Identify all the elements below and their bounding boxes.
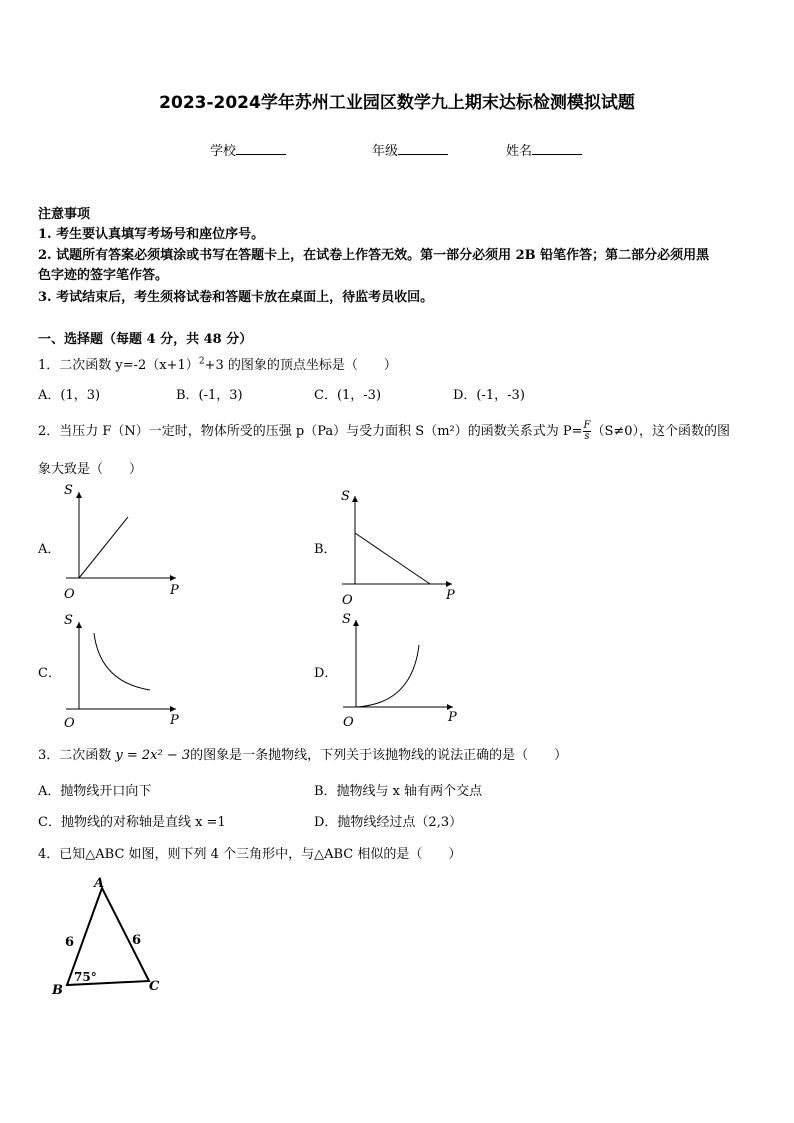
y-axis-label: S	[64, 613, 73, 628]
origin-label: O	[342, 593, 353, 608]
section-heading: 一、选择题（每题 4 分，共 48 分）	[38, 332, 253, 347]
question-2-stem-cont: 象大致是（ ）	[38, 462, 143, 477]
side-ab-label: 6	[65, 935, 75, 950]
x-axis-label: P	[448, 710, 457, 725]
x-axis-label: P	[446, 588, 455, 603]
vertex-c-label: C	[149, 979, 160, 994]
x-axis-label: P	[170, 713, 179, 728]
q3-option-d[interactable]: D．抛物线经过点（2,3）	[314, 815, 463, 830]
angle-b-label: 75°	[74, 970, 97, 984]
q2-option-d[interactable]: D．	[314, 666, 338, 681]
q3-option-c[interactable]: C．抛物线的对称轴是直线 x =1	[38, 815, 226, 830]
notice-heading: 注意事项	[38, 207, 91, 222]
q1-option-d[interactable]: D．(-1，-3)	[453, 388, 525, 403]
notice-item: 2. 试题所有答案必须填涂或书写在答题卡上，在试卷上作答无效。第一部分必须用 2B 铅笔作答；第二部分必须用黑	[38, 248, 710, 263]
q2-option-b[interactable]: B．	[314, 542, 337, 557]
notice-item: 3. 考试结束后，考生须将试卷和答题卡放在桌面上，待监考员收回。	[38, 290, 434, 305]
y-axis-label: S	[64, 483, 73, 498]
origin-label: O	[343, 715, 354, 730]
q1-option-b[interactable]: B．(-1，3)	[176, 388, 243, 403]
y-axis-label: S	[341, 489, 350, 504]
q2-option-c[interactable]: C．	[38, 666, 61, 681]
origin-label: O	[64, 587, 75, 602]
q2-option-a[interactable]: A．	[38, 542, 61, 557]
q3-expression: y = 2x² − 3	[115, 748, 191, 763]
page-title: 2023-2024学年苏州工业园区数学九上期末达标检测模拟试题	[159, 93, 635, 113]
fraction-f-over-s: $\frac{F}{s}$	[583, 420, 591, 442]
notice-item: 色字迹的签字笔作答。	[38, 268, 169, 283]
y-axis-label: S	[342, 612, 351, 627]
x-axis-label: P	[170, 583, 179, 598]
q3-option-b[interactable]: B．抛物线与 x 轴有两个交点	[314, 784, 483, 799]
question-4-stem: 4．已知△ABC 如图，则下列 4 个三角形中，与△ABC 相似的是（ ）	[38, 847, 462, 862]
question-1-stem: 1．二次函数 $y=-2(x+1)^2+3$ 的图象的顶点坐标是（ ）	[38, 356, 397, 373]
question-2-stem: 2．当压力 F（N）一定时，物体所受的压强 p（Pa）与受力面积 S（m²）的函数关系式为 P= $\frac{F}{s}$ （S≠0），这个函数的图	[38, 420, 731, 442]
notice-item: 1. 考生要认真填写考场号和座位序号。	[38, 227, 265, 242]
q3-option-a[interactable]: A．抛物线开口向下	[38, 784, 152, 799]
origin-label: O	[64, 716, 75, 731]
side-ac-label: 6	[132, 933, 142, 948]
name-label: 姓名	[506, 144, 533, 159]
q1-option-c[interactable]: C．(1，-3)	[314, 388, 382, 403]
vertex-b-label: B	[52, 983, 63, 998]
school-label: 学校	[210, 144, 237, 159]
grade-label: 年级	[372, 144, 399, 159]
q1-option-a[interactable]: A．(1，3)	[38, 388, 101, 403]
vertex-a-label: A	[94, 876, 105, 891]
question-3-stem: 3．二次函数 y = 2x² − 3的图象是一条抛物线，下列关于该抛物线的说法正确的是（ ）	[38, 748, 568, 763]
